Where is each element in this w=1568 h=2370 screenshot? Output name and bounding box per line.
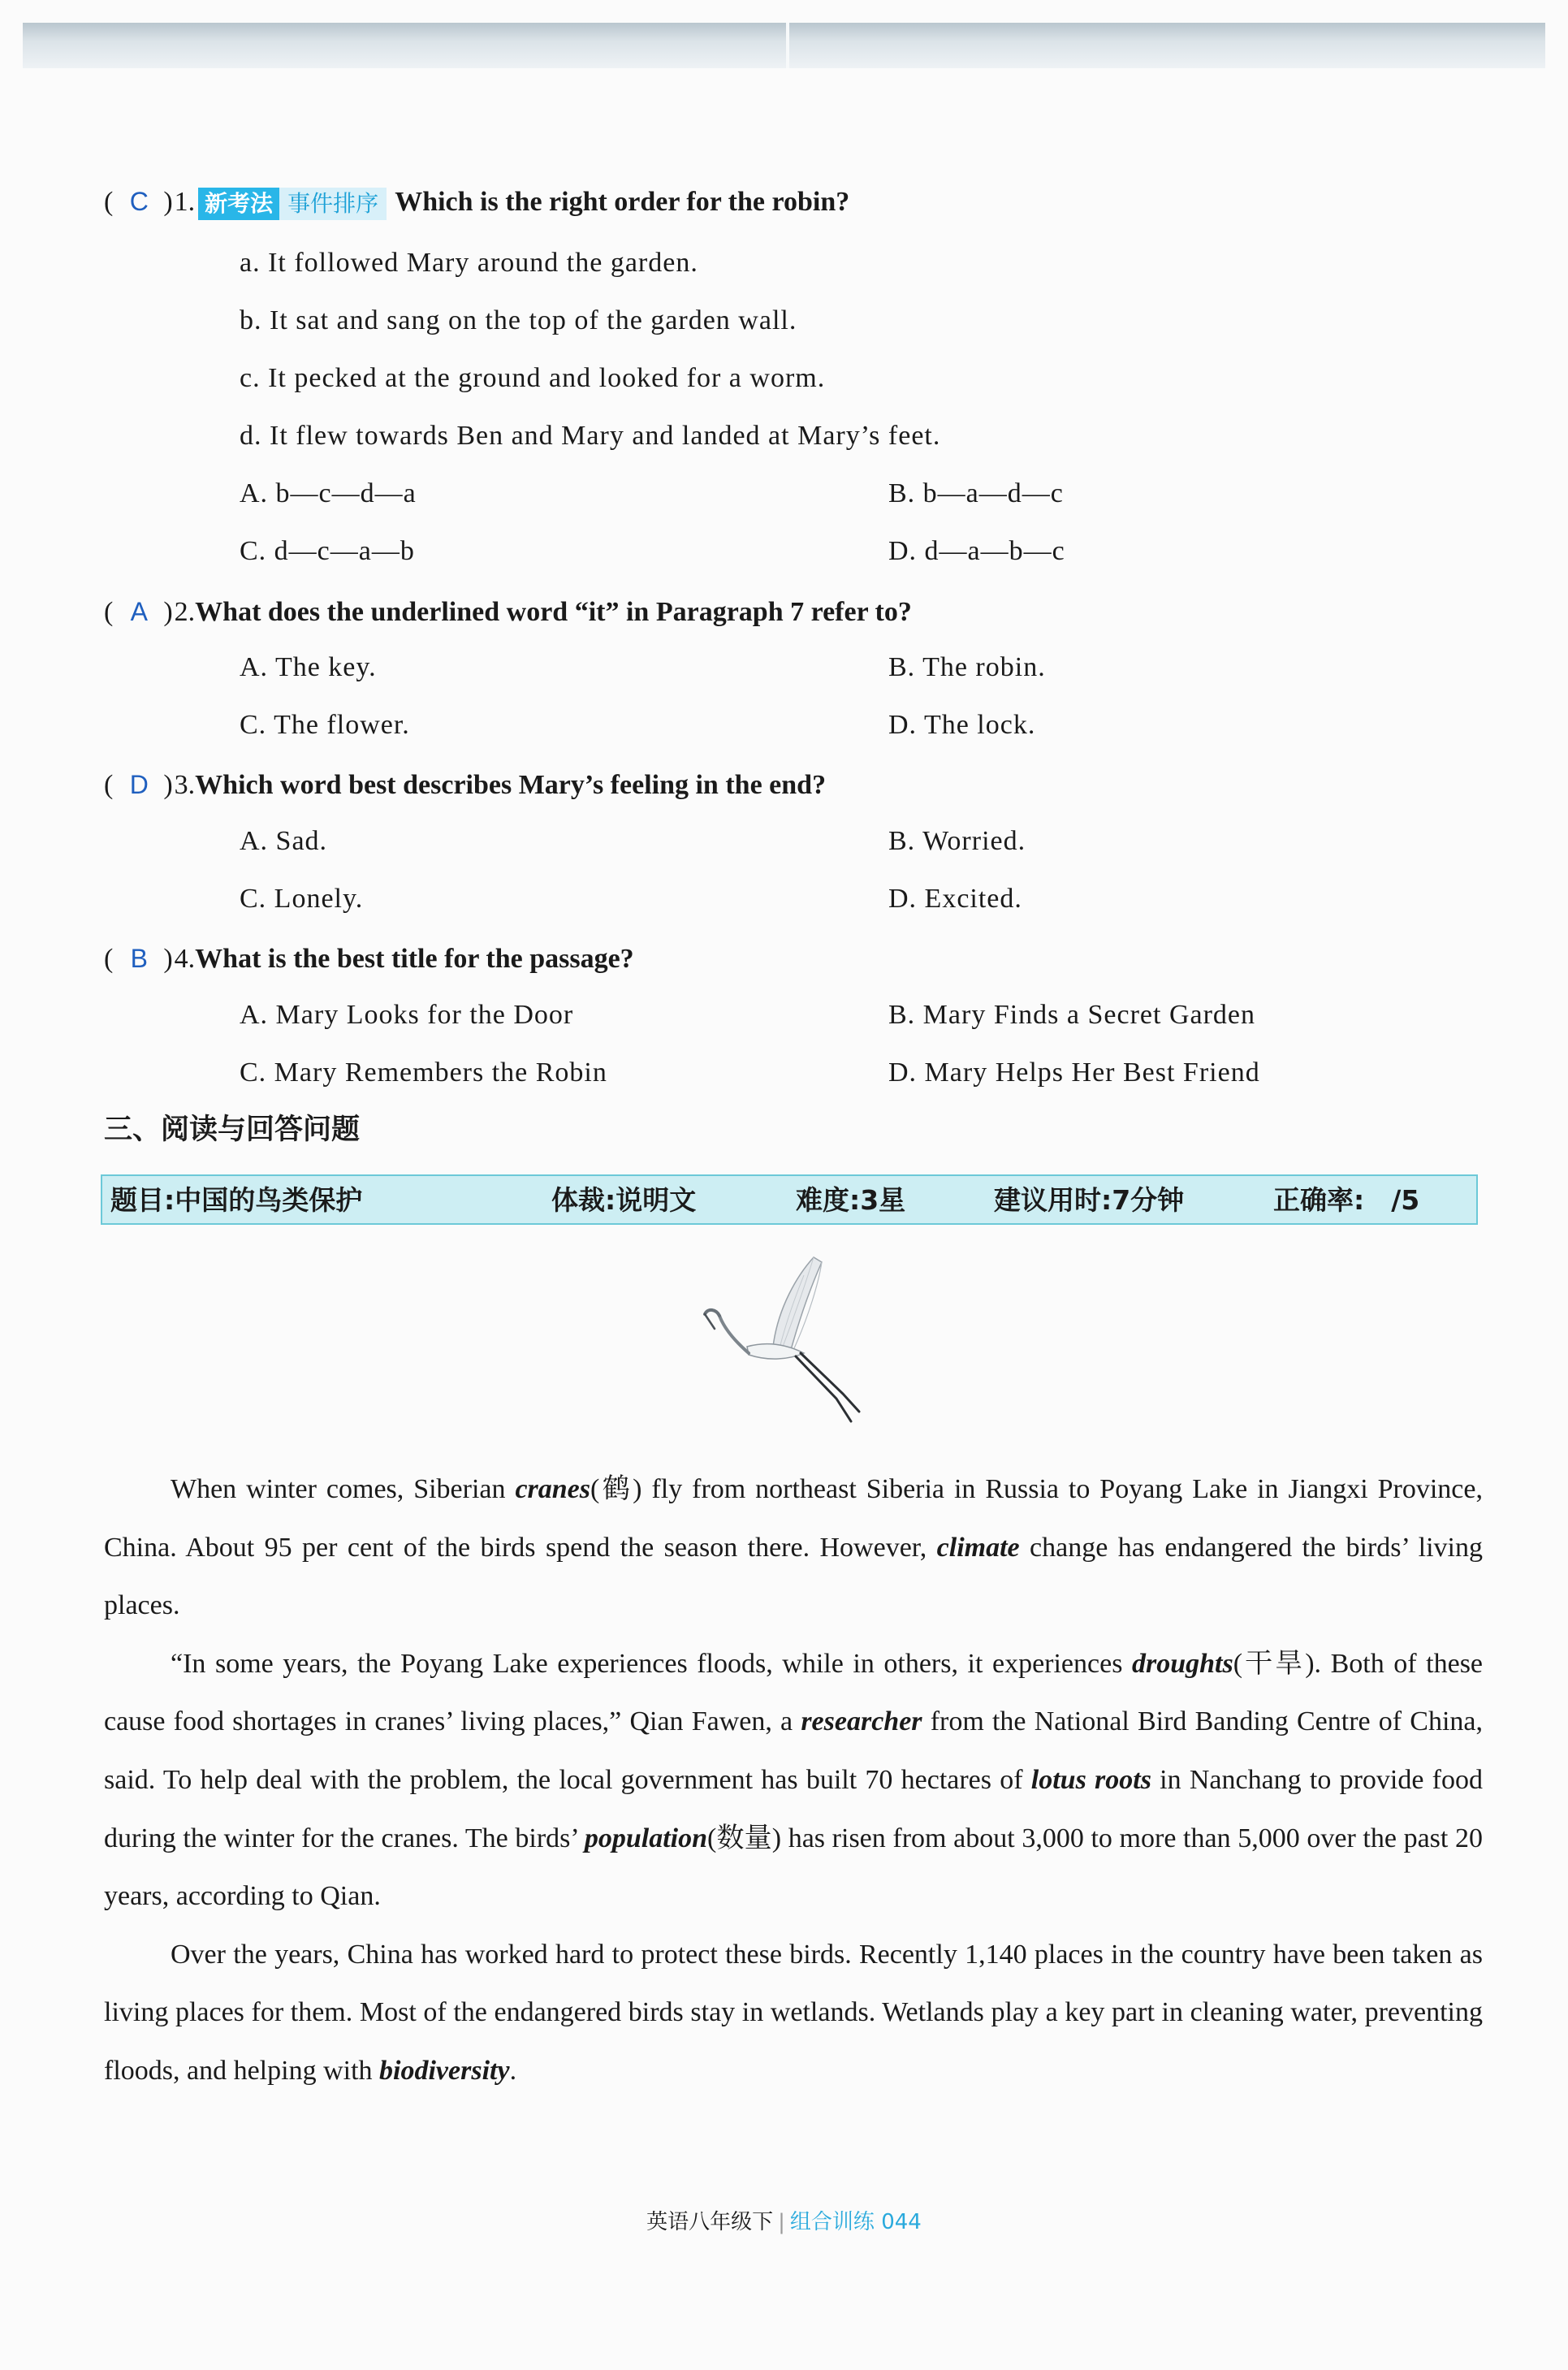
option-a: A. Mary Looks for the Door	[240, 1000, 574, 1030]
header-seam	[786, 23, 789, 68]
passage-text: Over the years, China has worked hard to protect these birds. Recently 1,140 places in the country have been taken as living places for them. Most of the endangered birds stay in wetlands. Wetlands play a key part in cleaning water, preventing floods, and helping with	[104, 1939, 1483, 2086]
event-d: d. It flew towards Ben and Mary and landed at Mary’s feet.	[240, 421, 941, 451]
option-c: C. The flower.	[240, 710, 410, 740]
key-word: biodiversity	[379, 2055, 510, 2086]
passage	[104, 1460, 1483, 2100]
passage-text: (数量) has risen from about 3,000 to more than 5,000 over the past 20 years, according to Qian.	[104, 1823, 1484, 1912]
answer-paren-open: (	[104, 944, 115, 974]
key-word: climate	[936, 1532, 1020, 1563]
passage-paragraph-3	[104, 1926, 1483, 2100]
question-stem: What does the underlined word “it” in Paragraph 7 refer to?	[195, 597, 912, 627]
option-d: D. Mary Helps Her Best Friend	[888, 1057, 1260, 1088]
option-b: B. Worried.	[888, 826, 1026, 856]
option-c: C. d—c—a—b	[240, 536, 415, 566]
section-heading: 三、阅读与回答问题	[104, 1114, 361, 1146]
info-accuracy: 正确率: /5	[1273, 1184, 1420, 1216]
key-word: researcher	[801, 1706, 922, 1737]
question-stem: Which word best describes Mary’s feeling in the end?	[195, 770, 827, 800]
answer-paren-open: (	[104, 770, 115, 800]
top-header-band	[23, 23, 1545, 68]
page-footer	[0, 2206, 1568, 2238]
option-b: B. Mary Finds a Secret Garden	[888, 1000, 1256, 1030]
answer-1: C	[129, 187, 149, 216]
page-number: 044	[881, 2210, 922, 2234]
option-d: D. The lock.	[888, 710, 1036, 740]
info-difficulty: 难度:3星	[796, 1184, 906, 1216]
footer-separator: |	[778, 2210, 785, 2234]
answer-2: A	[130, 597, 148, 626]
option-c: C. Mary Remembers the Robin	[240, 1057, 607, 1088]
passage-text: change has endangered the birds’ living places.	[104, 1532, 1483, 1621]
answer-paren-open: (	[104, 597, 115, 627]
event-b: b. It sat and sang on the top of the garden wall.	[240, 305, 797, 335]
answer-paren-close: )	[163, 770, 175, 800]
passage-text: .	[509, 2055, 517, 2086]
passage-paragraph-2	[104, 1635, 1483, 1926]
answer-3: D	[129, 770, 149, 799]
crane-illustration	[700, 1251, 879, 1429]
key-word: lotus roots	[1030, 1764, 1151, 1795]
event-c: c. It pecked at the ground and looked for a worm.	[240, 363, 826, 393]
key-word: droughts	[1132, 1648, 1233, 1679]
answer-paren-open: (	[104, 187, 115, 217]
passage-text: from the National Bird Banding Centre of China, said. To help deal with the problem, the local government has built 70 hectares of	[104, 1706, 1483, 1795]
question-number: 1.	[174, 187, 196, 217]
question-2	[104, 593, 912, 630]
info-genre: 体裁:说明文	[551, 1184, 697, 1216]
option-d: D. Excited.	[888, 884, 1022, 914]
option-b: B. The robin.	[888, 652, 1046, 682]
info-time: 建议用时:7分钟	[994, 1184, 1185, 1216]
passage-text: When winter comes, Siberian	[171, 1474, 516, 1504]
answer-paren-close: )	[163, 597, 175, 627]
option-c: C. Lonely.	[240, 884, 364, 914]
question-type-tag: 事件排序	[279, 188, 387, 220]
answer-paren-close: )	[163, 944, 175, 974]
option-a: A. Sad.	[240, 826, 328, 856]
key-word: cranes	[515, 1474, 590, 1504]
passage-text: “In some years, the Poyang Lake experiences floods, while in others, it experiences	[171, 1648, 1132, 1679]
question-4	[104, 940, 634, 977]
key-word: population	[584, 1823, 708, 1853]
footer-section: 组合训练	[789, 2210, 875, 2234]
answer-paren-close: )	[163, 187, 175, 217]
question-stem: Which is the right order for the robin?	[395, 187, 850, 217]
question-number: 4.	[174, 944, 196, 974]
option-a: A. The key.	[240, 652, 377, 682]
footer-book: 英语八年级下	[646, 2210, 774, 2234]
new-exam-tag: 新考法	[198, 188, 279, 220]
answer-4: B	[130, 944, 148, 973]
question-1	[104, 183, 849, 220]
question-number: 2.	[174, 597, 196, 627]
passage-info-bar	[101, 1174, 1478, 1225]
question-3	[104, 766, 826, 803]
passage-text: (干旱). Both of these cause food shortages in cranes’ living places,” Qian Fawen, a	[104, 1648, 1484, 1737]
info-topic: 题目:中国的鸟类保护	[110, 1184, 363, 1216]
event-a: a. It followed Mary around the garden.	[240, 248, 698, 278]
passage-text: in Nanchang to provide food during the winter for the cranes. The birds’	[104, 1764, 1483, 1853]
passage-text: (鹤) fly from northeast Siberia in Russia to Poyang Lake in Jiangxi Province, China. About 95 per cent of the birds spend the season there. However,	[104, 1474, 1483, 1563]
option-a: A. b—c—d—a	[240, 478, 417, 508]
question-number: 3.	[174, 770, 196, 800]
passage-paragraph-1	[104, 1460, 1483, 1635]
option-b: B. b—a—d—c	[888, 478, 1064, 508]
question-stem: What is the best title for the passage?	[195, 944, 634, 974]
option-d: D. d—a—b—c	[888, 536, 1065, 566]
